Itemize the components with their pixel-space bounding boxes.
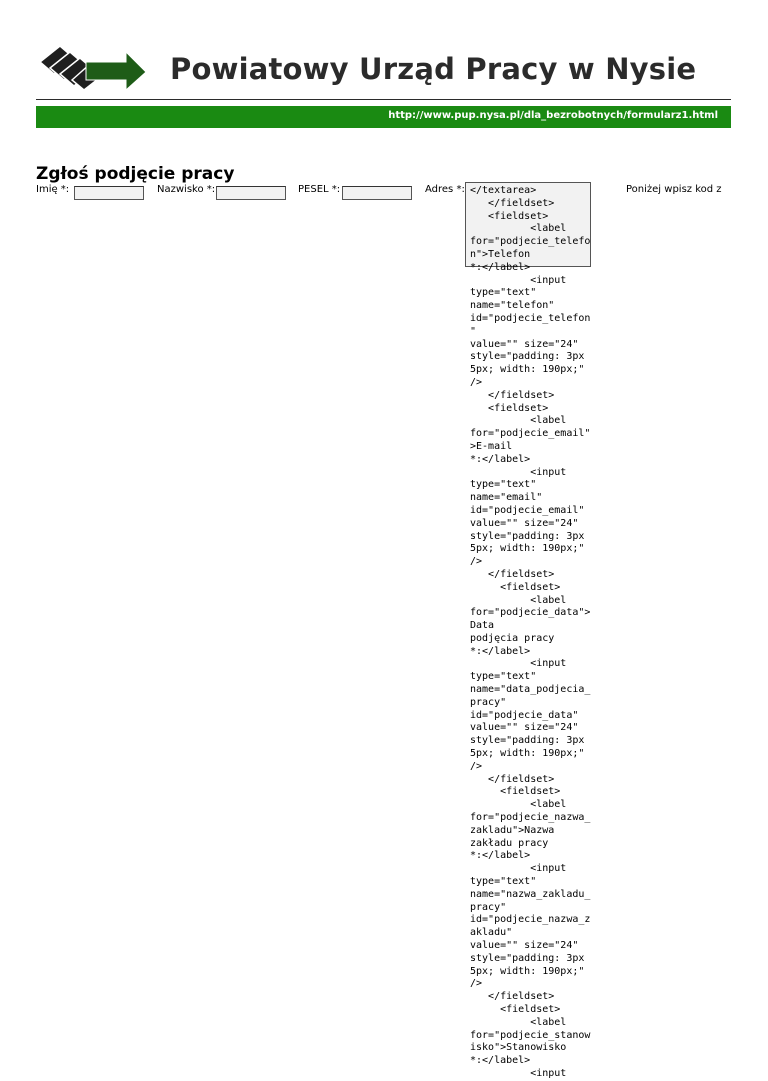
nazwisko-input[interactable] <box>216 186 286 200</box>
header-divider <box>36 99 731 100</box>
adres-textarea-content[interactable]: </textarea> </fieldset> <fieldset> <label for="podjecie_telefo n">Telefon *:</label> <input type="text" name="telefon" id="podjecie_telefon " value="" size="24" style="padding: 3px 5px; width: 190px;" /> </fieldset> <fieldset> <label for="podjecie_email" >E-mail *:</label> <input type="text" name="email" id="podjecie_email" value="" size="24" style="padding: 3px 5px; width: 190px;" /> </fieldset> <fieldset> <label for="podjecie_data"> Data podjęcia pracy *:</label> <input type="text" name="data_podjecia_ pracy" id="podjecie_data" value="" size="24" style="padding: 3px 5px; width: 190px;" /> </fieldset> <fieldset> <label for="podjecie_nazwa_ zakladu">Nazwa zakładu pracy *:</label> <input type="text" name="nazwa_zakladu_ pracy" id="podjecie_nazwa_z akladu" value="" size="24" style="padding: 3px 5px; width: 190px;" /> </fieldset> <fieldset> <label for="podjecie_stanow isko">Stanowisko *:</label> <input <box>470 185 591 1079</box>
folders-arrow-icon <box>36 40 148 92</box>
pesel-input[interactable] <box>342 186 412 200</box>
adres-label: Adres *: <box>425 184 465 195</box>
nazwisko-label: Nazwisko *: <box>157 184 216 195</box>
page-title: Zgłoś podjęcie pracy <box>36 164 235 184</box>
imie-input[interactable] <box>74 186 144 200</box>
imie-label: Imię *: <box>36 184 70 195</box>
captcha-instruction: Poniżej wpisz kod z <box>626 184 722 195</box>
site-title: Powiatowy Urząd Pracy w Nysie <box>170 52 697 86</box>
page-url[interactable]: http://www.pup.nysa.pl/dla_bezrobotnych/formularz1.html <box>388 110 718 121</box>
pesel-label: PESEL *: <box>298 184 341 195</box>
site-header <box>0 0 768 130</box>
url-bar <box>36 106 731 128</box>
